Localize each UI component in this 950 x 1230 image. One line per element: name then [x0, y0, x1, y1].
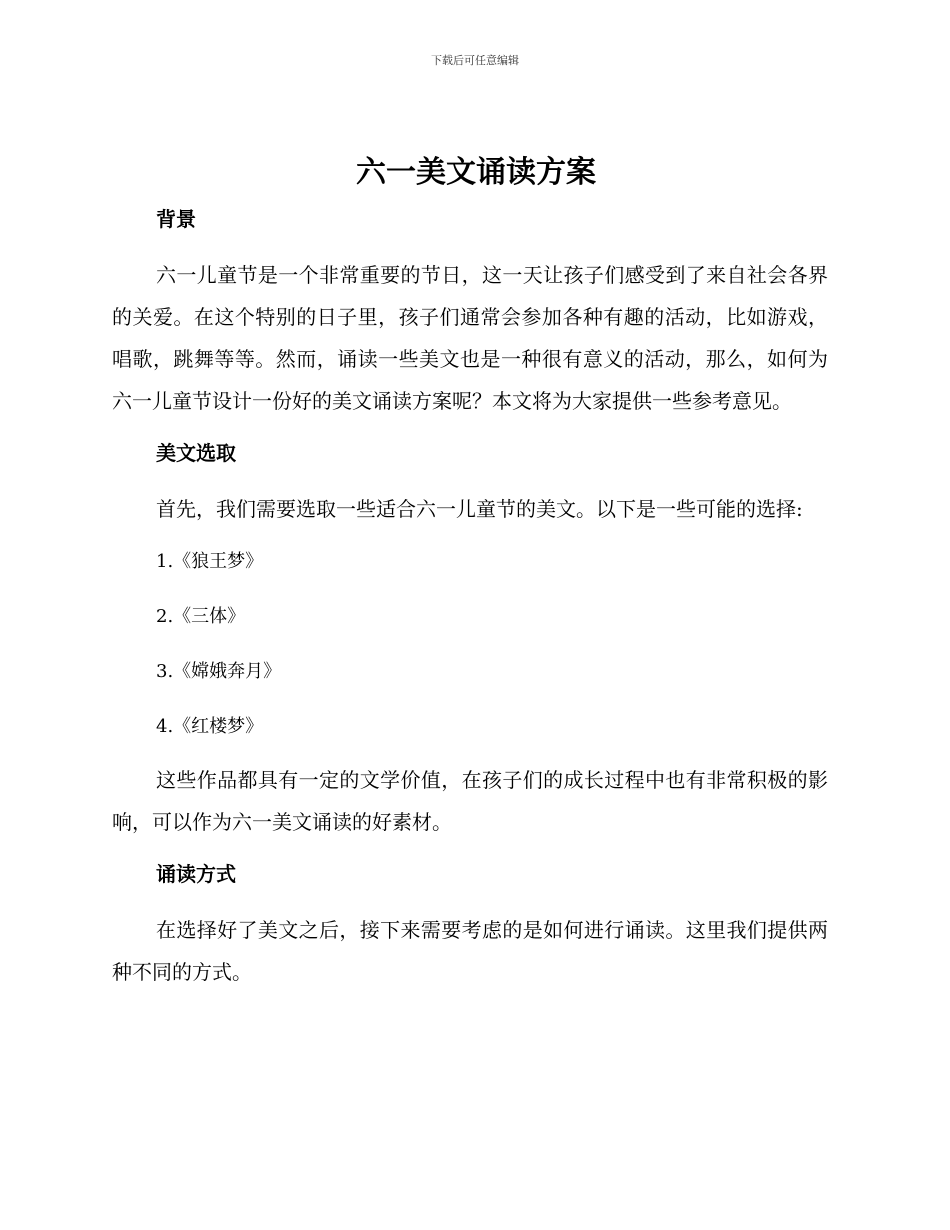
background-paragraph: 六一儿童节是一个非常重要的节日，这一天让孩子们感受到了来自社会各界的关爱。在这个特别的日子里，孩子们通常会参加各种有趣的活动，比如游戏，唱歌，跳舞等等。然而，诵读一些美文也是一种很有意义的活动，那么，如何为六一儿童节设计一份好的美文诵读方案呢？本文将为大家提供一些参考意见。 [112, 263, 828, 413]
list-item: 4.《红楼梦》 [156, 716, 264, 737]
header-note: 下载后可任意编辑 [431, 54, 519, 67]
list-item: 3.《嫦娥奔月》 [156, 661, 282, 682]
selection-intro-paragraph: 首先，我们需要选取一些适合六一儿童节的美文。以下是一些可能的选择: [156, 497, 803, 521]
list-item: 2.《三体》 [156, 606, 246, 627]
selection-conclusion-paragraph: 这些作品都具有一定的文学价值，在孩子们的成长过程中也有非常积极的影响，可以作为六一美文诵读的好素材。 [112, 768, 828, 834]
section-heading-method: 诵读方式 [156, 862, 236, 886]
section-heading-selection: 美文选取 [156, 441, 236, 465]
method-paragraph: 在选择好了美文之后，接下来需要考虑的是如何进行诵读。这里我们提供两种不同的方式。 [112, 918, 828, 984]
selection-list [112, 544, 828, 745]
document-title: 六一美文诵读方案 [356, 155, 596, 190]
document-body [112, 148, 828, 993]
list-item: 1.《狼王梦》 [156, 551, 264, 572]
section-heading-background: 背景 [156, 207, 196, 231]
